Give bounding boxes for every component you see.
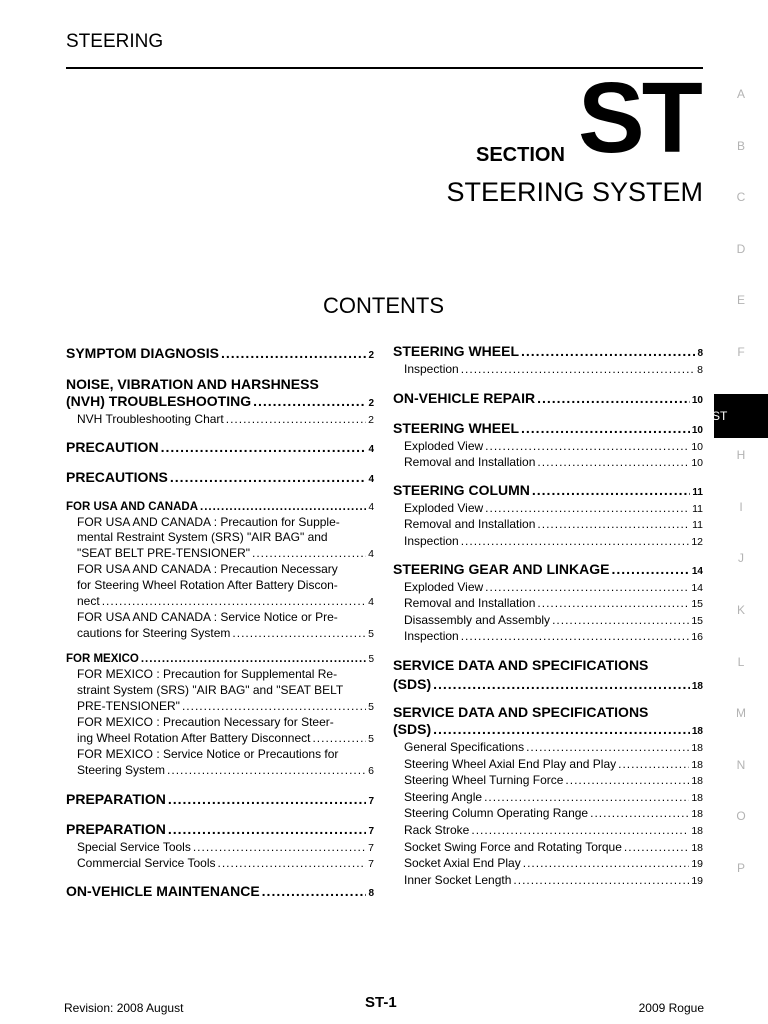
footer-model: 2009 Rogue [638, 1001, 704, 1015]
index-tab-j: J [738, 551, 744, 566]
index-tab-h: H [736, 448, 746, 463]
section-index-tabs [714, 84, 768, 910]
toc-entry-nvh[interactable]: NOISE, VIBRATION AND HARSHNESS (NVH) TROUBLESHOOTING ..... 2 [66, 376, 374, 412]
toc-entry-steering-column[interactable]: STEERING COLUMN ..... 11 [393, 482, 703, 501]
toc-entry-precaution[interactable]: PRECAUTION ..... 4 [66, 439, 374, 458]
toc-entry-inspection-2[interactable]: Inspection ..... 12 [393, 534, 703, 551]
index-tab-d: D [736, 241, 746, 256]
toc-entry-usa-canada[interactable]: FOR USA AND CANADA ..... 4 [66, 500, 374, 515]
toc-entry-inspection-3[interactable]: Inspection ..... 16 [393, 629, 703, 646]
index-tab-st-label: ST [712, 408, 728, 423]
index-tab-k: K [736, 602, 745, 617]
toc-entry-inner-socket-length[interactable]: Inner Socket Length ..... 19 [393, 873, 703, 890]
index-tab-a: A [736, 87, 745, 101]
toc-left-column [66, 343, 374, 902]
toc-entry-rack-stroke[interactable]: Rack Stroke ..... 18 [393, 823, 703, 840]
toc-entry-on-vehicle-maintenance[interactable]: ON-VEHICLE MAINTENANCE ..... 8 [66, 883, 374, 902]
toc-entry-symptom-diagnosis[interactable]: SYMPTOM DIAGNOSIS ..... 2 [66, 345, 374, 364]
toc-entry-column-operating-range[interactable]: Steering Column Operating Range ..... 18 [393, 806, 703, 823]
index-tab-n: N [736, 757, 746, 772]
toc-entry-socket-axial-end-play[interactable]: Socket Axial End Play ..... 19 [393, 856, 703, 873]
toc-entry-sds-2[interactable]: SERVICE DATA AND SPECIFICATIONS (SDS) ..... 18 [393, 704, 703, 740]
toc-entry-mexico-service-notice[interactable]: FOR MEXICO : Service Notice or Precautions for Steering System ..... 6 [66, 747, 374, 779]
toc-entry-preparation-1[interactable]: PREPARATION ..... 7 [66, 791, 374, 810]
toc-entry-steering-wheel-2[interactable]: STEERING WHEEL ..... 10 [393, 420, 703, 439]
toc-entry-removal-installation-1[interactable]: Removal and Installation ..... 10 [393, 455, 703, 472]
index-tab-l: L [737, 654, 745, 669]
index-tab-f: F [737, 344, 745, 359]
toc-entry-steering-gear-linkage[interactable]: STEERING GEAR AND LINKAGE ..... 14 [393, 561, 703, 580]
toc-entry-inspection-1[interactable]: Inspection ..... 8 [393, 362, 703, 379]
toc-entry-usa-srs[interactable]: FOR USA AND CANADA : Precaution for Supple- mental Restraint System (SRS) "AIR BAG" and "SEAT BELT PRE-TENSIONER" ..... 4 [66, 515, 374, 563]
index-tab-m: M [736, 706, 746, 721]
contents-title: CONTENTS [323, 293, 444, 318]
toc-entry-general-specifications[interactable]: General Specifications ..... 18 [393, 740, 703, 757]
toc-entry-nvh-chart[interactable]: NVH Troubleshooting Chart ..... 2 [66, 412, 374, 429]
footer-revision: Revision: 2008 August [64, 1001, 184, 1015]
toc-entry-socket-swing-force[interactable]: Socket Swing Force and Rotating Torque ..... 18 [393, 840, 703, 857]
toc-entry-mexico-srs[interactable]: FOR MEXICO : Precaution for Supplemental Re- straint System (SRS) "AIR BAG" and "SEAT BELT PRE-TENSIONER" ..... 5 [66, 667, 374, 715]
running-header: STEERING [66, 31, 164, 52]
index-tab-st-active [714, 394, 768, 438]
toc-entry-steering-wheel-1[interactable]: STEERING WHEEL ..... 8 [393, 343, 703, 362]
toc-entry-exploded-view-2[interactable]: Exploded View ..... 11 [393, 501, 703, 518]
toc-entry-mexico-wheel-rotation[interactable]: FOR MEXICO : Precaution Necessary for Steer- ing Wheel Rotation After Battery Disconnect ..... 5 [66, 715, 374, 747]
toc-entry-special-service-tools[interactable]: Special Service Tools ..... 7 [66, 840, 374, 857]
toc-entry-usa-wheel-rotation[interactable]: FOR USA AND CANADA : Precaution Necessary for Steering Wheel Rotation After Battery Discon- nect ..... 4 [66, 562, 374, 610]
section-name: STEERING SYSTEM [446, 177, 703, 207]
toc-entry-axial-end-play[interactable]: Steering Wheel Axial End Play and Play ..... 18 [393, 757, 703, 774]
toc-entry-usa-service-notice[interactable]: FOR USA AND CANADA : Service Notice or Pre- cautions for Steering System ..... 5 [66, 610, 374, 642]
index-tab-o: O [736, 809, 746, 824]
index-tab-c: C [736, 190, 746, 205]
toc-entry-precautions[interactable]: PRECAUTIONS ..... 4 [66, 469, 374, 488]
toc-entry-sds-1[interactable]: SERVICE DATA AND SPECIFICATIONS (SDS) ..... 18 [393, 656, 703, 696]
index-tab-e: E [736, 293, 745, 308]
index-tab-i: I [739, 499, 743, 514]
footer-page-number: ST-1 [365, 994, 397, 1011]
toc-entry-on-vehicle-repair[interactable]: ON-VEHICLE REPAIR ..... 10 [393, 390, 703, 409]
toc-entry-steering-angle[interactable]: Steering Angle ..... 18 [393, 790, 703, 807]
toc-entry-preparation-2[interactable]: PREPARATION ..... 7 [66, 821, 374, 840]
toc-entry-mexico[interactable]: FOR MEXICO ..... 5 [66, 652, 374, 667]
index-tab-b: B [736, 138, 745, 153]
section-code: ST [578, 62, 700, 174]
toc-entry-exploded-view-1[interactable]: Exploded View ..... 10 [393, 439, 703, 456]
index-tab-p: P [736, 860, 745, 875]
toc-right-column [393, 343, 703, 889]
toc-entry-disassembly-assembly[interactable]: Disassembly and Assembly ..... 15 [393, 613, 703, 630]
toc-entry-commercial-service-tools[interactable]: Commercial Service Tools ..... 7 [66, 856, 374, 873]
toc-entry-turning-force[interactable]: Steering Wheel Turning Force ..... 18 [393, 773, 703, 790]
toc-entry-exploded-view-3[interactable]: Exploded View ..... 14 [393, 580, 703, 597]
toc-entry-removal-installation-3[interactable]: Removal and Installation ..... 15 [393, 596, 703, 613]
section-label: SECTION [476, 144, 565, 166]
toc-entry-removal-installation-2[interactable]: Removal and Installation ..... 11 [393, 517, 703, 534]
